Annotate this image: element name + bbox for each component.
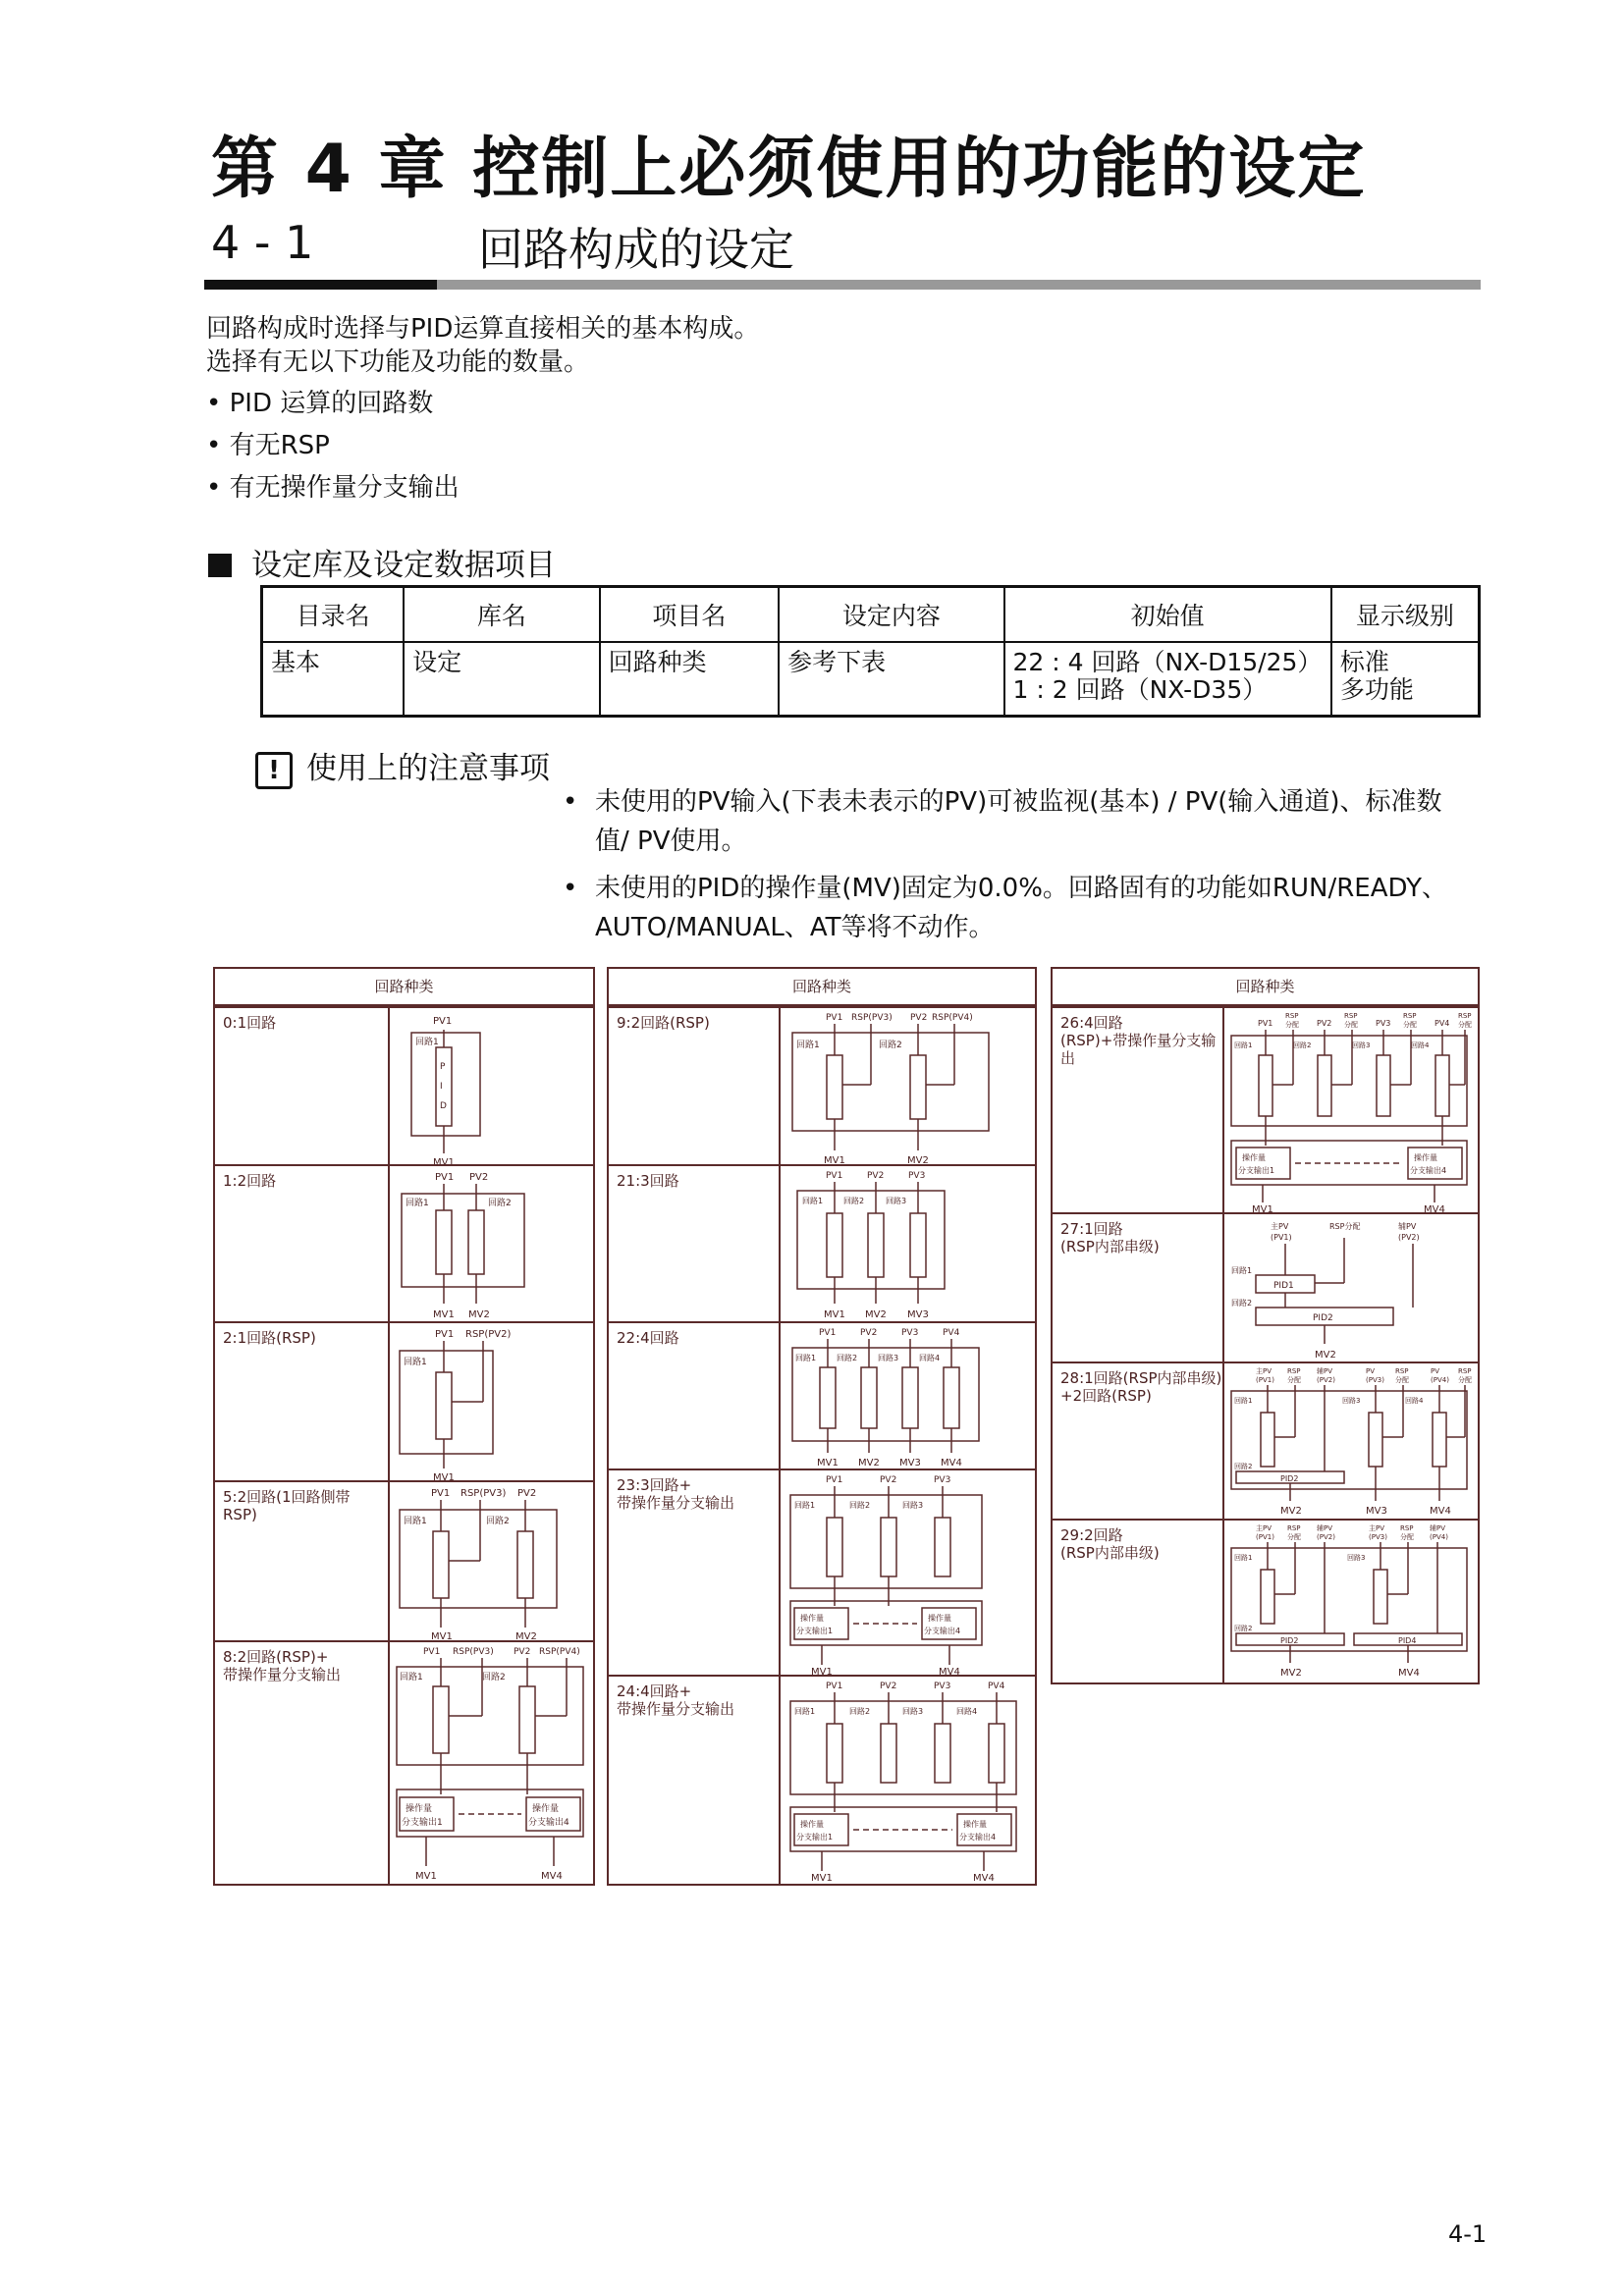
svg-text:回路2: 回路2: [482, 1673, 506, 1682]
table-cell-item: 回路种类: [600, 642, 780, 717]
loop-type-row: [215, 1640, 593, 1884]
svg-text:回路2: 回路2: [849, 1501, 871, 1510]
svg-text:分支输出1: 分支输出1: [1238, 1166, 1275, 1175]
svg-text:回路1: 回路1: [1234, 1554, 1253, 1562]
loop-diagram: [783, 1166, 1033, 1323]
panel-title: 回路种类: [215, 969, 593, 1006]
caution-note-text: 未使用的PID的操作量(MV)固定为0.0%。回路固有的功能如RUN/READY、AUTO/MANUAL、AT等将不动作。: [595, 874, 1447, 942]
svg-text:(PV1): (PV1): [1256, 1533, 1274, 1541]
svg-text:分配: 分配: [1403, 1021, 1417, 1029]
loop-type-panel-1: [213, 967, 595, 1886]
svg-text:PID1: PID1: [1273, 1281, 1294, 1291]
svg-text:PV1: PV1: [826, 1682, 843, 1691]
svg-text:PV1: PV1: [826, 1475, 843, 1485]
caution-icon: !: [255, 752, 293, 789]
table-header: 初始值: [1004, 587, 1331, 643]
section-rule-dark: [204, 280, 437, 290]
caution-note: [563, 782, 1476, 861]
svg-text:MV2: MV2: [1315, 1350, 1336, 1361]
svg-text:MV1: MV1: [811, 1667, 833, 1677]
svg-text:操作量: 操作量: [532, 1804, 560, 1814]
svg-text:(PV4): (PV4): [1431, 1376, 1449, 1384]
svg-text:RSP: RSP: [1395, 1367, 1409, 1375]
loop-type-label: 21:3回路: [609, 1166, 781, 1323]
svg-text:回路1: 回路1: [404, 1358, 427, 1367]
svg-text:PV2: PV2: [469, 1172, 489, 1183]
svg-text:RSP: RSP: [1287, 1524, 1301, 1532]
svg-text:D: D: [440, 1101, 447, 1111]
svg-text:回路2: 回路2: [486, 1517, 510, 1526]
section-number: 4 - 1: [211, 216, 314, 269]
svg-text:回路3: 回路3: [1347, 1554, 1366, 1562]
loop-type-row: [609, 1164, 1035, 1323]
svg-text:RSP(PV3): RSP(PV3): [460, 1488, 507, 1499]
svg-text:操作量: 操作量: [1242, 1153, 1266, 1162]
svg-text:RSP(PV3): RSP(PV3): [851, 1013, 893, 1023]
loop-type-label: 28:1回路(RSP内部串级) +2回路(RSP): [1053, 1363, 1224, 1521]
svg-text:RSP分配: RSP分配: [1329, 1222, 1361, 1231]
table-header: 目录名: [262, 587, 405, 643]
svg-text:MV4: MV4: [1424, 1204, 1445, 1214]
svg-text:PV: PV: [1366, 1367, 1376, 1375]
svg-text:回路4: 回路4: [919, 1354, 941, 1362]
svg-text:回路1: 回路1: [404, 1517, 427, 1526]
svg-text:回路2: 回路2: [1234, 1463, 1253, 1470]
svg-text:PV2: PV2: [514, 1647, 531, 1657]
loop-diagram: [392, 1323, 591, 1482]
loop-type-row: [609, 1321, 1035, 1470]
svg-text:(PV1): (PV1): [1271, 1233, 1292, 1242]
svg-text:回路4: 回路4: [1411, 1041, 1430, 1049]
bullet: •: [563, 787, 578, 817]
svg-text:分配: 分配: [1458, 1021, 1472, 1029]
initial-value-line: 1 : 2 回路（NX-D35）: [1012, 675, 1268, 704]
loop-type-panel-2: [607, 967, 1037, 1886]
svg-text:PV3: PV3: [1376, 1019, 1391, 1028]
svg-text:PV1: PV1: [433, 1016, 453, 1027]
settings-table: [260, 585, 1481, 718]
svg-text:回路4: 回路4: [956, 1707, 978, 1716]
svg-text:MV2: MV2: [468, 1309, 490, 1320]
svg-text:回路2: 回路2: [1293, 1041, 1312, 1049]
svg-text:MV3: MV3: [1366, 1506, 1387, 1517]
loop-type-row: [1053, 1212, 1478, 1363]
svg-text:PV1: PV1: [819, 1328, 837, 1338]
svg-text:(PV2): (PV2): [1317, 1533, 1335, 1541]
setting-library-heading-text: 设定库及设定数据项目: [251, 548, 556, 583]
svg-text:分支输出1: 分支输出1: [796, 1833, 834, 1842]
caution-heading-text: 使用上的注意事项: [306, 751, 550, 786]
svg-text:MV4: MV4: [1398, 1668, 1420, 1679]
svg-text:PV: PV: [1431, 1367, 1440, 1375]
loop-diagram: [392, 1642, 591, 1884]
svg-text:回路3: 回路3: [886, 1197, 907, 1205]
svg-text:MV3: MV3: [907, 1309, 929, 1320]
svg-text:PV4: PV4: [988, 1682, 1005, 1691]
svg-text:MV1: MV1: [811, 1873, 833, 1884]
svg-text:RSP(PV4): RSP(PV4): [932, 1013, 973, 1023]
svg-text:回路1: 回路1: [794, 1501, 816, 1510]
svg-text:PV3: PV3: [908, 1171, 926, 1181]
loop-diagram: [1226, 1521, 1476, 1682]
svg-text:MV2: MV2: [1280, 1506, 1302, 1517]
loop-type-label: 29:2回路 (RSP内部串级): [1053, 1521, 1224, 1682]
setting-library-heading: [208, 540, 556, 584]
svg-text:操作量: 操作量: [963, 1820, 987, 1829]
svg-text:PID4: PID4: [1398, 1636, 1417, 1645]
loop-type-row: [609, 1675, 1035, 1884]
svg-text:PV1: PV1: [1258, 1019, 1273, 1028]
svg-text:PV1: PV1: [826, 1171, 843, 1181]
table-header: 设定内容: [779, 587, 1003, 643]
svg-text:操作量: 操作量: [1414, 1153, 1437, 1162]
loop-type-row: [215, 1321, 593, 1482]
svg-text:回路1: 回路1: [1234, 1041, 1253, 1049]
svg-text:回路4: 回路4: [1405, 1397, 1424, 1405]
loop-type-row: [609, 1468, 1035, 1677]
svg-text:回路3: 回路3: [1352, 1041, 1371, 1049]
svg-text:回路2: 回路2: [879, 1041, 902, 1050]
svg-text:RSP: RSP: [1458, 1012, 1472, 1020]
svg-text:回路2: 回路2: [1234, 1625, 1253, 1632]
svg-text:MV1: MV1: [817, 1458, 839, 1468]
svg-text:操作量: 操作量: [800, 1614, 824, 1623]
svg-text:RSP(PV2): RSP(PV2): [465, 1329, 512, 1340]
intro-bullet: • 有无操作量分支输出: [206, 473, 460, 503]
svg-text:分支输出4: 分支输出4: [959, 1833, 997, 1842]
loop-type-label: 24:4回路+ 带操作量分支输出: [609, 1677, 781, 1884]
loop-diagram: [783, 1470, 1033, 1677]
svg-text:MV1: MV1: [431, 1631, 453, 1642]
svg-text:PV4: PV4: [943, 1328, 960, 1338]
svg-text:RSP: RSP: [1287, 1367, 1301, 1375]
intro-bullet: • 有无RSP: [206, 431, 330, 460]
section-title: 回路构成的设定: [478, 223, 794, 276]
intro-line: 选择有无以下功能及功能的数量。: [206, 347, 590, 377]
svg-text:MV4: MV4: [973, 1873, 995, 1884]
panel-title: 回路种类: [1053, 969, 1478, 1006]
table-row: [262, 642, 1480, 717]
svg-text:MV2: MV2: [907, 1155, 929, 1166]
initial-value-line: 22 : 4 回路（NX-D15/25）: [1012, 648, 1323, 676]
svg-text:分配: 分配: [1395, 1376, 1409, 1384]
chapter-title: 第 4 章 控制上必须使用的功能的设定: [211, 131, 1367, 208]
svg-text:I: I: [440, 1082, 443, 1092]
square-bullet-icon: [208, 554, 232, 577]
loop-type-label: 0:1回路: [215, 1008, 390, 1166]
svg-text:MV4: MV4: [1430, 1506, 1451, 1517]
loop-type-row: [215, 1006, 593, 1166]
svg-text:辅PV: 辅PV: [1317, 1524, 1333, 1532]
svg-text:分配: 分配: [1400, 1533, 1414, 1541]
svg-text:RSP: RSP: [1458, 1367, 1472, 1375]
svg-text:P: P: [440, 1062, 446, 1072]
svg-text:MV1: MV1: [415, 1871, 437, 1882]
bullet: •: [563, 874, 578, 903]
table-cell-library: 设定: [404, 642, 599, 717]
caution-note: [563, 869, 1476, 947]
loop-diagram: [1226, 1363, 1476, 1521]
svg-text:回路1: 回路1: [1234, 1397, 1253, 1405]
loop-type-label: 8:2回路(RSP)+ 带操作量分支输出: [215, 1642, 390, 1884]
svg-text:操作量: 操作量: [406, 1804, 433, 1814]
loop-type-row: [215, 1164, 593, 1323]
svg-text:MV1: MV1: [433, 1309, 455, 1320]
intro-bullet: • PID 运算的回路数: [206, 389, 434, 418]
loop-type-label: 26:4回路 (RSP)+带操作量分支输出: [1053, 1008, 1224, 1214]
loop-diagram: [392, 1166, 591, 1323]
loop-type-label: 2:1回路(RSP): [215, 1323, 390, 1482]
table-header: 显示级别: [1331, 587, 1480, 643]
svg-text:回路2: 回路2: [488, 1199, 512, 1208]
svg-text:RSP: RSP: [1285, 1012, 1299, 1020]
svg-text:回路1: 回路1: [415, 1038, 439, 1047]
svg-text:回路2: 回路2: [843, 1197, 865, 1205]
svg-text:RSP: RSP: [1400, 1524, 1414, 1532]
caution-heading: [255, 743, 550, 789]
svg-text:PID2: PID2: [1313, 1313, 1333, 1323]
loop-diagram: [1226, 1008, 1476, 1214]
svg-text:RSP(PV3): RSP(PV3): [453, 1647, 494, 1657]
table-header-row: [262, 587, 1480, 643]
svg-text:PV1: PV1: [431, 1488, 451, 1499]
svg-text:MV2: MV2: [515, 1631, 537, 1642]
svg-text:分支输出4: 分支输出4: [1410, 1166, 1447, 1175]
table-header: 项目名: [600, 587, 780, 643]
svg-text:回路1: 回路1: [795, 1354, 817, 1362]
svg-text:MV1: MV1: [433, 1157, 455, 1166]
table-cell-content: 参考下表: [779, 642, 1003, 717]
svg-text:回路3: 回路3: [878, 1354, 899, 1362]
svg-text:分配: 分配: [1344, 1021, 1358, 1029]
loop-type-label: 1:2回路: [215, 1166, 390, 1323]
svg-text:回路3: 回路3: [902, 1707, 924, 1716]
loop-diagram: [783, 1008, 1033, 1166]
svg-text:主PV: 主PV: [1369, 1524, 1385, 1532]
loop-type-row: [1053, 1519, 1478, 1682]
intro-line: 回路构成时选择与PID运算直接相关的基本构成。: [206, 314, 760, 344]
svg-text:主PV: 主PV: [1256, 1524, 1272, 1532]
svg-text:回路1: 回路1: [794, 1707, 816, 1716]
panel-title: 回路种类: [609, 969, 1035, 1006]
svg-text:PV3: PV3: [901, 1328, 919, 1338]
table-cell-initial: [1004, 642, 1331, 717]
svg-text:MV4: MV4: [939, 1667, 960, 1677]
svg-text:PV1: PV1: [435, 1172, 455, 1183]
svg-text:操作量: 操作量: [928, 1614, 951, 1623]
loop-diagram: [392, 1482, 591, 1642]
svg-text:MV2: MV2: [865, 1309, 887, 1320]
section-rule-light: [437, 280, 1481, 290]
svg-text:分配: 分配: [1287, 1533, 1301, 1541]
loop-type-row: [215, 1480, 593, 1642]
table-header: 库名: [404, 587, 599, 643]
svg-text:回路2: 回路2: [849, 1707, 871, 1716]
svg-text:(PV3): (PV3): [1366, 1376, 1384, 1384]
svg-text:MV1: MV1: [824, 1155, 845, 1166]
svg-text:回路3: 回路3: [902, 1501, 924, 1510]
svg-text:MV2: MV2: [1280, 1668, 1302, 1679]
svg-text:主PV: 主PV: [1256, 1367, 1272, 1375]
svg-text:回路1: 回路1: [406, 1199, 429, 1208]
svg-text:回路2: 回路2: [1231, 1299, 1253, 1308]
svg-text:PID2: PID2: [1280, 1636, 1299, 1645]
svg-text:操作量: 操作量: [800, 1820, 824, 1829]
svg-text:PV2: PV2: [880, 1682, 897, 1691]
svg-text:(PV4): (PV4): [1430, 1533, 1448, 1541]
svg-text:分支输出1: 分支输出1: [402, 1818, 443, 1828]
svg-text:RSP(PV4): RSP(PV4): [539, 1647, 580, 1657]
svg-text:分支输出1: 分支输出1: [796, 1627, 834, 1635]
svg-text:分配: 分配: [1287, 1376, 1301, 1384]
loop-type-label: 5:2回路(1回路側帯 RSP): [215, 1482, 390, 1642]
svg-text:MV1: MV1: [433, 1472, 455, 1482]
table-cell-level: [1331, 642, 1480, 717]
svg-text:回路3: 回路3: [1342, 1397, 1361, 1405]
svg-text:MV2: MV2: [858, 1458, 880, 1468]
loop-diagram: [392, 1008, 591, 1166]
svg-text:PV1: PV1: [435, 1329, 455, 1340]
svg-text:辅PV: 辅PV: [1317, 1367, 1333, 1375]
svg-text:MV4: MV4: [941, 1458, 962, 1468]
svg-text:PV1: PV1: [826, 1013, 843, 1023]
svg-text:PV4: PV4: [1435, 1019, 1450, 1028]
svg-text:回路1: 回路1: [400, 1673, 423, 1682]
loop-type-row: [609, 1006, 1035, 1166]
svg-text:(PV2): (PV2): [1398, 1233, 1420, 1242]
loop-diagram: [783, 1323, 1033, 1470]
svg-text:回路1: 回路1: [1231, 1266, 1253, 1275]
svg-text:分支输出4: 分支输出4: [924, 1627, 961, 1635]
loop-diagram: [783, 1677, 1033, 1884]
loop-type-row: [1053, 1006, 1478, 1214]
svg-text:主PV: 主PV: [1271, 1222, 1289, 1231]
svg-text:回路2: 回路2: [837, 1354, 858, 1362]
svg-text:辅PV: 辅PV: [1398, 1222, 1417, 1231]
svg-text:RSP: RSP: [1344, 1012, 1358, 1020]
svg-text:分配: 分配: [1458, 1376, 1472, 1384]
svg-text:PID2: PID2: [1280, 1474, 1299, 1483]
loop-type-label: 23:3回路+ 带操作量分支输出: [609, 1470, 781, 1677]
level-line: 多功能: [1339, 675, 1414, 704]
svg-text:PV2: PV2: [867, 1171, 885, 1181]
svg-text:(PV2): (PV2): [1317, 1376, 1335, 1384]
loop-type-row: [1053, 1362, 1478, 1521]
svg-text:PV2: PV2: [860, 1328, 878, 1338]
svg-text:分支输出4: 分支输出4: [528, 1818, 569, 1828]
page-number: 4-1: [1448, 2220, 1488, 2248]
svg-text:MV3: MV3: [899, 1458, 921, 1468]
loop-type-panel-3: [1051, 967, 1480, 1684]
svg-text:回路1: 回路1: [802, 1197, 824, 1205]
loop-type-label: 22:4回路: [609, 1323, 781, 1470]
svg-text:(PV3): (PV3): [1369, 1533, 1387, 1541]
svg-text:(PV1): (PV1): [1256, 1376, 1274, 1384]
level-line: 标准: [1339, 648, 1389, 676]
svg-text:PV2: PV2: [910, 1013, 928, 1023]
svg-text:PV3: PV3: [934, 1475, 951, 1485]
svg-text:MV4: MV4: [541, 1871, 563, 1882]
loop-diagram: [1226, 1214, 1476, 1363]
svg-text:MV1: MV1: [1252, 1204, 1273, 1214]
caution-note-text: 未使用的PV输入(下表未表示的PV)可被监视(基本) / PV(输入通道)、标准数值/ PV使用。: [595, 787, 1442, 856]
svg-text:RSP: RSP: [1403, 1012, 1417, 1020]
svg-text:PV3: PV3: [934, 1682, 951, 1691]
svg-text:MV1: MV1: [824, 1309, 845, 1320]
svg-text:PV2: PV2: [517, 1488, 537, 1499]
svg-text:PV1: PV1: [423, 1647, 441, 1657]
loop-type-label: 9:2回路(RSP): [609, 1008, 781, 1166]
loop-type-label: 27:1回路 (RSP内部串级): [1053, 1214, 1224, 1363]
svg-text:辅PV: 辅PV: [1430, 1524, 1446, 1532]
table-cell-catalog: 基本: [262, 642, 405, 717]
svg-text:PV2: PV2: [1317, 1019, 1332, 1028]
svg-text:回路1: 回路1: [796, 1041, 820, 1050]
svg-text:PV2: PV2: [880, 1475, 897, 1485]
svg-text:分配: 分配: [1285, 1021, 1299, 1029]
